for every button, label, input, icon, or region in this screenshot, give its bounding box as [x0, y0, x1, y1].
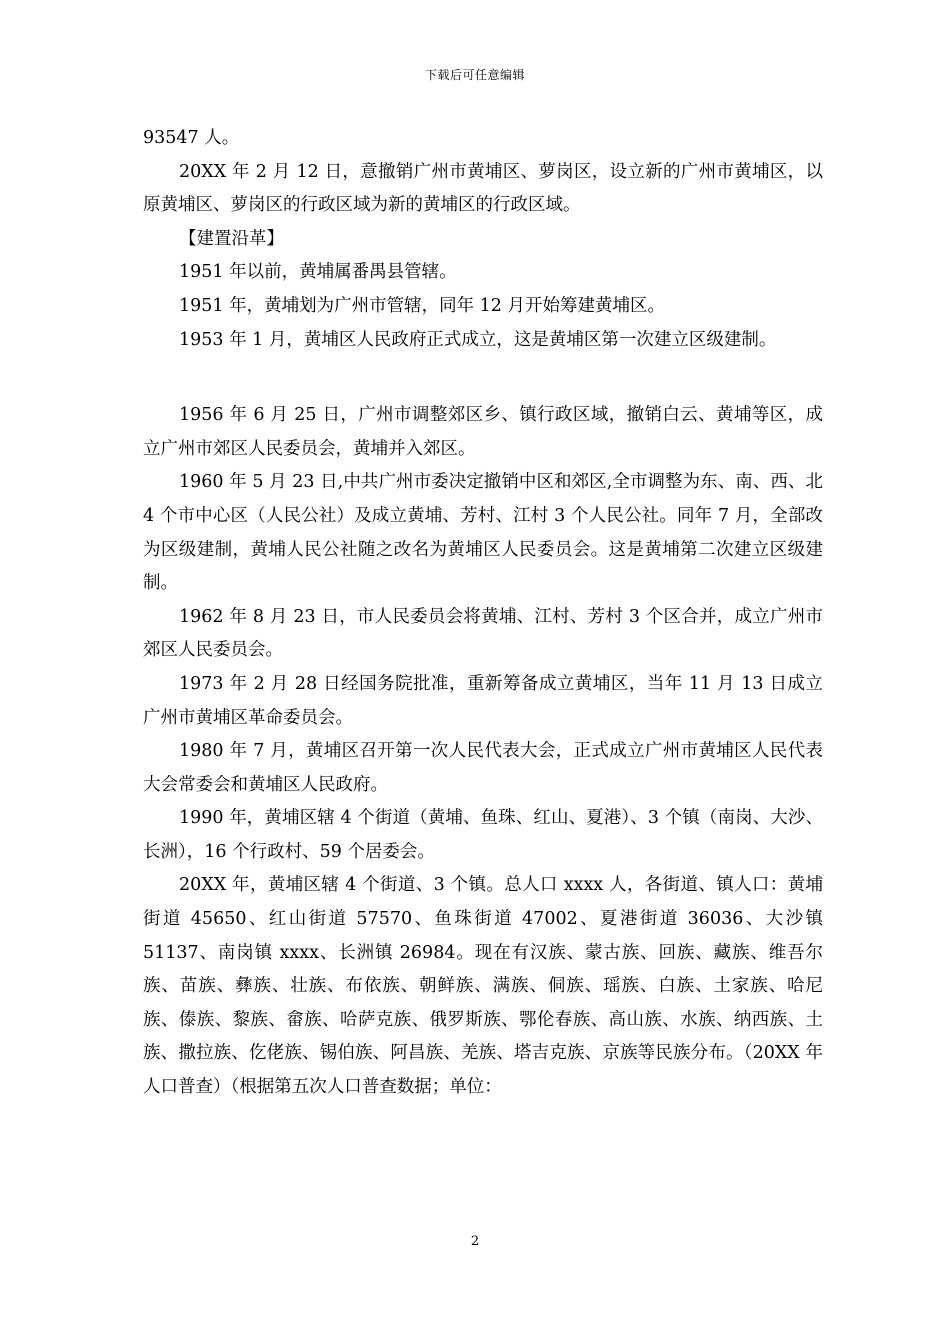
- paragraph-history-1951-before: 1951 年以前，黄埔属番禺县管辖。: [179, 262, 457, 283]
- paragraph-population-tail: 93547 人。: [143, 128, 240, 148]
- section-heading-history: 【建置沿革】: [179, 228, 284, 249]
- page-number: 2: [470, 1234, 480, 1249]
- paragraph-history-1980: 1980 年 7 月，黄埔区召开第一次人民代表大会，正式成立广州市黄埔区人民代表大会常委会和黄埔区人民政府。: [143, 741, 823, 795]
- paragraph-history-1990: 1990 年，黄埔区辖 4 个街道（黄埔、鱼珠、红山、夏港）、3 个镇（南岗、大沙、长洲），16 个行政村、59 个居委会。: [143, 808, 823, 862]
- paragraph-history-1953: 1953 年 1 月，黄埔区人民政府正式成立，这是黄埔区第一次建立区级建制。: [179, 329, 777, 350]
- paragraph-history-1951: 1951 年，黄埔划为广州市管辖，同年 12 月开始筹建黄埔区。: [179, 295, 665, 316]
- paragraph-history-1962: 1962 年 8 月 23 日，市人民委员会将黄埔、江村、芳村 3 个区合并，成立广州市郊区人民委员会。: [143, 606, 823, 661]
- page-header: 下载后可任意编辑: [424, 68, 525, 82]
- paragraph-population-ethnicity: 20XX 年，黄埔区辖 4 个街道、3 个镇。总人口 xxxx 人，各街道、镇人口：黄埔街道 45650、红山街道 57570、鱼珠街道 47002、夏港街道 36036、大沙镇 51137、南岗镇 xxxx、长洲镇 26984。现在有汉族、蒙古族、回族、藏族、维吾尔族、苗族、彝族、壮族、布依族、朝鲜族、满族、侗族、瑶族、白族、土家族、哈尼族、傣族、黎族、畲族、哈萨克族、俄罗斯族、鄂伦春族、高山族、水族、纳西族、土族、撒拉族、仡佬族、锡伯族、阿昌族、羌族、塔吉克族、京族等民族分布。（20XX 年人口普查）（根据第五次人口普查数据；单位：: [143, 875, 823, 1098]
- document-body: [143, 122, 823, 1105]
- paragraph-gap: [143, 357, 823, 399]
- paragraph-history-1960: 1960 年 5 月 23 日,中共广州市委决定撤销中区和郊区,全市调整为东、南、西、北 4 个市中心区（人民公社）及成立黄埔、芳村、江村 3 个人民公社。同年 7 月，全部改为区级建制，黄埔人民公社随之改名为黄埔区人民委员会。这是黄埔第二次建立区级建制。: [143, 472, 823, 594]
- paragraph-history-1956: 1956 年 6 月 25 日，广州市调整郊区乡、镇行政区域，撤销白云、黄埔等区，成立广州市郊区人民委员会，黄埔并入郊区。: [143, 405, 823, 459]
- paragraph-district-merger: 20XX 年 2 月 12 日，意撤销广州市黄埔区、萝岗区，设立新的广州市黄埔区，以原黄埔区、萝岗区的行政区域为新的黄埔区的行政区域。: [143, 161, 823, 216]
- paragraph-history-1973: 1973 年 2 月 28 日经国务院批准，重新筹备成立黄埔区，当年 11 月 13 日成立广州市黄埔区革命委员会。: [143, 673, 823, 728]
